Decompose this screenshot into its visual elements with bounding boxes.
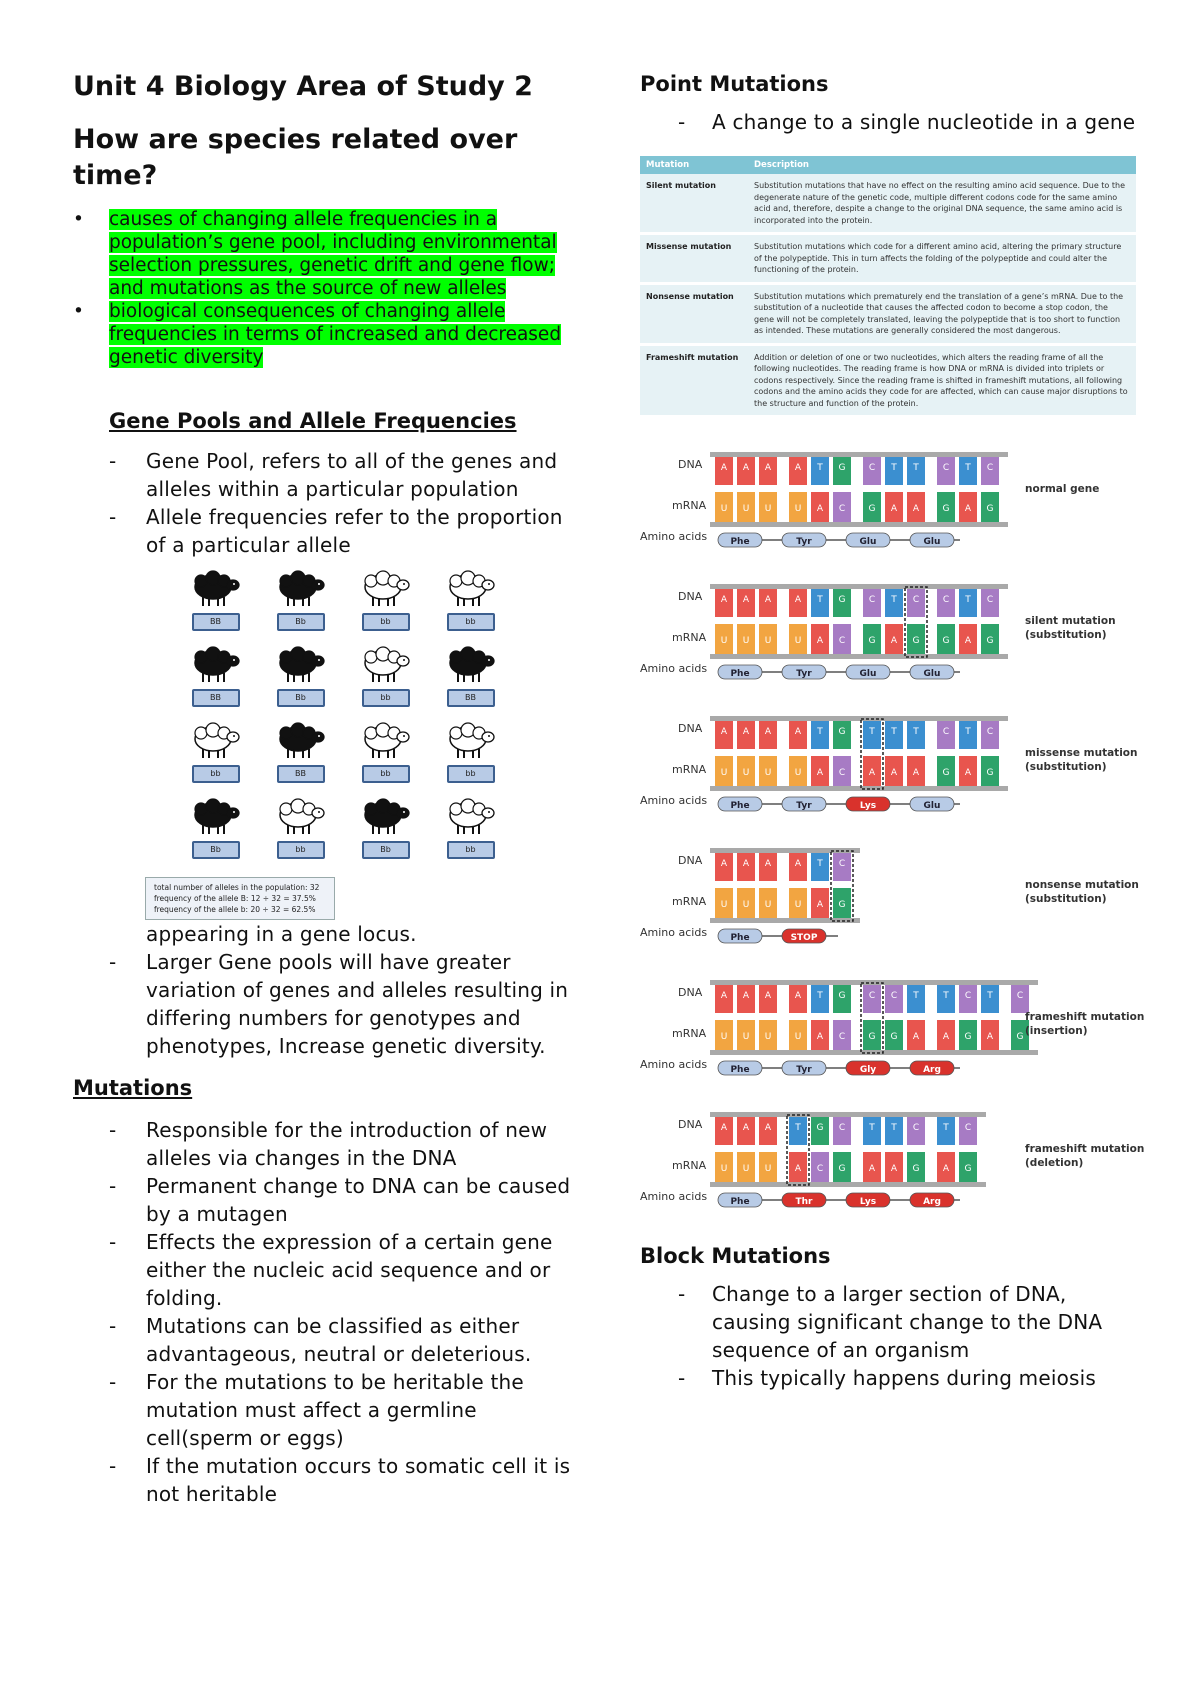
mrna-base-letter: G xyxy=(868,1032,876,1042)
black-sheep-icon xyxy=(189,569,243,609)
mrna-base-letter: A xyxy=(816,900,824,910)
mrna-base-letter: U xyxy=(794,504,802,514)
amino-acid-label: Tyr xyxy=(796,669,812,679)
mrna-base-letter: U xyxy=(720,1032,728,1042)
table-row: Missense mutation Substitution mutations which code for a different amino acid, altering the primary structure of the polypeptide. This in turn affects the folding of the polypeptide and could alter the functioning of the protein. xyxy=(640,234,1136,284)
sheep-item xyxy=(258,797,343,867)
dna-base-letter: A xyxy=(720,859,728,869)
mrna-base-letter: A xyxy=(942,1032,950,1042)
sheep-item xyxy=(173,645,258,715)
dna-base-letter: A xyxy=(742,595,750,605)
mrna-base-letter: A xyxy=(890,768,898,778)
black-sheep-icon xyxy=(274,569,328,609)
dna-base-letter: T xyxy=(891,727,897,737)
white-sheep-icon xyxy=(359,569,413,609)
genotype-tag: BB xyxy=(277,765,325,783)
sheep-item xyxy=(173,721,258,791)
right-column xyxy=(640,70,1145,1392)
mrna-label: mRNA xyxy=(672,1027,707,1040)
list-item: - Allele frequencies refer to the proportion of a particular allele xyxy=(109,505,563,557)
dna-label: DNA xyxy=(678,590,703,603)
dna-label: DNA xyxy=(678,722,703,735)
mrna-base-letter: U xyxy=(794,768,802,778)
dna-base-letter: G xyxy=(838,991,846,1001)
genotype-tag: bb xyxy=(447,765,495,783)
dna-base-letter: C xyxy=(838,1123,846,1133)
sheep-grid xyxy=(173,569,513,867)
mrna-base-letter: A xyxy=(816,1032,824,1042)
genotype-tag: BB xyxy=(447,689,495,707)
mrna-label: mRNA xyxy=(672,895,707,908)
dna-base-letter: A xyxy=(794,727,802,737)
strand-diagram xyxy=(710,1104,1010,1214)
backbone xyxy=(710,522,1008,527)
table-row: Silent mutation Substitution mutations that have no effect on the resulting amino acid sequence. Due to the degenerate nature of the genetic code, multiple different codons code for the same amino acid and, therefore, despite a change to the original DNA sequence, the same amino acid is incorporated into the protein. xyxy=(640,174,1136,234)
gene-pools-list xyxy=(73,447,573,559)
mrna-base-letter: G xyxy=(964,1032,972,1042)
dna-base-letter: G xyxy=(838,463,846,473)
block-mutations-heading: Block Mutations xyxy=(640,1244,831,1268)
diagram-description: frameshift mutation (deletion) xyxy=(1025,1143,1145,1169)
list-item: - Permanent change to DNA can be caused by a mutagen xyxy=(109,1174,571,1226)
mrna-base-letter: G xyxy=(986,768,994,778)
amino-acid-label: Tyr xyxy=(796,801,812,811)
white-sheep-icon xyxy=(444,797,498,837)
aa-label: Amino acids xyxy=(640,926,708,939)
dna-base-letter: C xyxy=(868,991,876,1001)
bullet-icon: • xyxy=(73,209,84,230)
mrna-label: mRNA xyxy=(672,1159,707,1172)
diagram-description: normal gene xyxy=(1025,483,1100,495)
white-sheep-icon xyxy=(359,645,413,685)
dna-base-letter: A xyxy=(742,463,750,473)
dna-base-letter: C xyxy=(964,991,972,1001)
sheep-item xyxy=(428,797,513,867)
mrna-base-letter: G xyxy=(1016,1032,1024,1042)
dna-base-letter: A xyxy=(794,595,802,605)
dna-base-letter: T xyxy=(817,727,823,737)
amino-acid-label: Phe xyxy=(730,801,750,811)
white-sheep-icon xyxy=(444,721,498,761)
mrna-label: mRNA xyxy=(672,499,707,512)
amino-acid-label: Arg xyxy=(923,1065,941,1075)
mrna-label: mRNA xyxy=(672,763,707,776)
amino-acid-label: Glu xyxy=(923,669,941,679)
dna-base-letter: A xyxy=(720,991,728,1001)
mrna-base-letter: C xyxy=(838,504,846,514)
mrna-base-letter: U xyxy=(764,504,772,514)
backbone xyxy=(710,1182,986,1187)
amino-acid-label: Phe xyxy=(730,669,750,679)
sheep-item xyxy=(173,797,258,867)
mrna-base-letter: U xyxy=(742,504,750,514)
list-item: - Change to a larger section of DNA, causing significant change to the DNA sequence of an organism xyxy=(678,1282,1103,1362)
sheep-item xyxy=(343,797,428,867)
dna-base-letter: T xyxy=(987,991,993,1001)
table-header: Description xyxy=(748,156,1136,174)
list-item: - Larger Gene pools will have greater variation of genes and alleles resulting in differing numbers for genotypes and phenotypes, Increase genetic diversity. xyxy=(109,950,569,1058)
mrna-base-letter: G xyxy=(942,636,950,646)
dna-label: DNA xyxy=(678,854,703,867)
mrna-base-letter: U xyxy=(720,768,728,778)
dna-base-letter: A xyxy=(720,727,728,737)
point-mutations-list xyxy=(640,108,1140,136)
amino-acid-label: Arg xyxy=(923,1197,941,1207)
dna-base-letter: T xyxy=(943,991,949,1001)
mrna-base-letter: A xyxy=(890,504,898,514)
amino-acid-label: Gly xyxy=(859,1065,877,1075)
allele-summary-box: total number of alleles in the population: 32 frequency of the allele B: 12 ÷ 32 = 37.5% frequency of the allele b: 20 ÷ 32 = 62.5% xyxy=(145,877,335,920)
amino-acid-label: Phe xyxy=(730,933,750,943)
mrna-base-letter: U xyxy=(794,900,802,910)
dna-base-letter: A xyxy=(764,859,772,869)
dna-base-letter: T xyxy=(913,463,919,473)
genotype-tag: BB xyxy=(192,689,240,707)
dna-base-letter: C xyxy=(942,727,950,737)
genotype-tag: Bb xyxy=(277,613,325,631)
mrna-base-letter: U xyxy=(720,1164,728,1174)
dna-base-letter: C xyxy=(912,595,920,605)
strand-diagram xyxy=(710,576,1010,686)
strand-diagram xyxy=(710,972,1024,1082)
white-sheep-icon xyxy=(274,797,328,837)
black-sheep-icon xyxy=(189,645,243,685)
mrna-base-letter: G xyxy=(912,1164,920,1174)
dna-base-letter: T xyxy=(965,727,971,737)
sheep-item xyxy=(258,645,343,715)
mrna-base-letter: A xyxy=(890,636,898,646)
black-sheep-icon xyxy=(359,797,413,837)
amino-acid-label: Phe xyxy=(730,537,750,547)
mrna-base-letter: U xyxy=(720,900,728,910)
backbone xyxy=(710,786,1008,791)
list-item: - A change to a single nucleotide in a gene xyxy=(678,110,1136,134)
mrna-base-letter: U xyxy=(764,1032,772,1042)
mrna-base-letter: A xyxy=(964,504,972,514)
strand-diagram xyxy=(710,708,1010,818)
mrna-base-letter: A xyxy=(816,636,824,646)
backbone xyxy=(710,654,1008,659)
amino-acid-label: Glu xyxy=(923,801,941,811)
mrna-base-letter: U xyxy=(742,1164,750,1174)
black-sheep-icon xyxy=(274,645,328,685)
genotype-tag: bb xyxy=(192,765,240,783)
white-sheep-icon xyxy=(189,721,243,761)
list-item: - Effects the expression of a certain gene either the nucleic acid sequence and or folding. xyxy=(109,1230,553,1310)
dna-base-letter: A xyxy=(742,727,750,737)
dna-base-letter: T xyxy=(817,859,823,869)
dna-base-letter: T xyxy=(891,1123,897,1133)
mrna-base-letter: A xyxy=(912,504,920,514)
dna-base-letter: C xyxy=(1016,991,1024,1001)
section-question: How are species related over time? xyxy=(73,124,518,191)
dna-label: DNA xyxy=(678,458,703,471)
mutation-diagram xyxy=(640,708,1140,840)
mutation-diagram xyxy=(640,444,1140,576)
sheep-figure xyxy=(173,569,513,867)
sheep-item xyxy=(173,569,258,639)
dna-base-letter: T xyxy=(913,727,919,737)
dna-base-letter: C xyxy=(964,1123,972,1133)
mrna-base-letter: U xyxy=(742,768,750,778)
table-header: Mutation xyxy=(640,156,748,174)
mutations-list xyxy=(73,1116,573,1508)
mrna-base-letter: G xyxy=(942,768,950,778)
mrna-base-letter: U xyxy=(794,636,802,646)
table-row: Nonsense mutation Substitution mutations which prematurely end the translation of a gene’s mRNA. Due to the substitution of a nucleotide that causes the affected codon to become a stop codon, the gene will not be completely translated, leaving the polypeptide that is too short to function as intended. These mutations are generally considered the most dangerous. xyxy=(640,283,1136,344)
mrna-base-letter: A xyxy=(816,768,824,778)
list-item: - For the mutations to be heritable the mutation must affect a germline cell(sperm or eggs) xyxy=(109,1370,524,1450)
black-sheep-icon xyxy=(189,797,243,837)
mrna-base-letter: A xyxy=(964,636,972,646)
mrna-base-letter: G xyxy=(942,504,950,514)
dna-label: DNA xyxy=(678,1118,703,1131)
list-item: - Gene Pool, refers to all of the genes and alleles within a particular population xyxy=(109,449,558,501)
dna-base-letter: T xyxy=(795,1123,801,1133)
dna-base-letter: A xyxy=(764,727,772,737)
dna-base-letter: T xyxy=(913,991,919,1001)
objective-item: • biological consequences of changing allele frequencies in terms of increased and decreased genetic diversity xyxy=(73,301,562,368)
black-sheep-icon xyxy=(444,645,498,685)
backbone xyxy=(710,1112,986,1117)
mrna-base-letter: G xyxy=(986,504,994,514)
mrna-base-letter: G xyxy=(838,900,846,910)
mrna-base-letter: G xyxy=(964,1164,972,1174)
mrna-base-letter: G xyxy=(986,636,994,646)
objectives-list xyxy=(73,208,573,369)
amino-acid-label: Glu xyxy=(859,537,877,547)
amino-acid-label: STOP xyxy=(790,933,818,943)
dna-base-letter: A xyxy=(720,595,728,605)
table-row: Frameshift mutation Addition or deletion of one or two nucleotides, which alters the reading frame of all the following nucleotides. The reading frame is how DNA or mRNA is divided into triplets or codons respectively. Since the reading frame is shifted in frameshift mutations, all following codons and the amino acids they code for are affected, which can cause major disruptions to the structure and function of the protein. xyxy=(640,344,1136,417)
list-item: - This typically happens during meiosis xyxy=(678,1366,1097,1390)
mrna-base-letter: C xyxy=(838,768,846,778)
mrna-base-letter: G xyxy=(838,1164,846,1174)
dna-base-letter: C xyxy=(868,463,876,473)
sheep-item xyxy=(258,569,343,639)
amino-acid-label: Tyr xyxy=(796,1065,812,1075)
genotype-tag: Bb xyxy=(362,841,410,859)
genotype-tag: Bb xyxy=(277,689,325,707)
mutation-diagram xyxy=(640,1104,1145,1236)
list-item: - Mutations can be classified as either advantageous, neutral or deleterious. xyxy=(109,1314,532,1366)
white-sheep-icon xyxy=(359,721,413,761)
backbone xyxy=(710,584,1008,589)
amino-acid-label: Glu xyxy=(923,537,941,547)
dna-base-letter: A xyxy=(764,1123,772,1133)
dna-label: DNA xyxy=(678,986,703,999)
dna-base-letter: A xyxy=(794,463,802,473)
aa-label: Amino acids xyxy=(640,662,708,675)
block-mutations-list xyxy=(640,1280,1140,1392)
sheep-item xyxy=(428,721,513,791)
dna-base-letter: T xyxy=(943,1123,949,1133)
genotype-tag: bb xyxy=(447,841,495,859)
left-column xyxy=(73,70,573,1508)
dna-base-letter: A xyxy=(794,991,802,1001)
amino-acid-label: Lys xyxy=(859,1197,877,1207)
mutation-diagrams xyxy=(640,444,1145,1236)
dna-base-letter: G xyxy=(838,727,846,737)
table-header-row xyxy=(640,156,1136,174)
gene-pools-list-continued xyxy=(73,920,573,1060)
dna-base-letter: T xyxy=(817,463,823,473)
mutation-diagram xyxy=(640,840,1140,972)
amino-acid-label: Lys xyxy=(859,801,877,811)
dna-base-letter: A xyxy=(764,991,772,1001)
dna-base-letter: A xyxy=(794,859,802,869)
mutations-heading: Mutations xyxy=(73,1076,193,1100)
mrna-base-letter: U xyxy=(794,1032,802,1042)
dna-base-letter: G xyxy=(838,595,846,605)
mrna-base-letter: U xyxy=(720,636,728,646)
list-item: - If the mutation occurs to somatic cell it is not heritable xyxy=(109,1454,571,1506)
mrna-base-letter: U xyxy=(764,1164,772,1174)
mrna-base-letter: G xyxy=(868,504,876,514)
aa-label: Amino acids xyxy=(640,1190,708,1203)
dna-base-letter: T xyxy=(817,595,823,605)
sheep-item xyxy=(343,721,428,791)
dna-base-letter: C xyxy=(986,595,994,605)
black-sheep-icon xyxy=(274,721,328,761)
dna-base-letter: C xyxy=(912,1123,920,1133)
aa-label: Amino acids xyxy=(640,530,708,543)
mrna-base-letter: A xyxy=(964,768,972,778)
mrna-base-letter: U xyxy=(742,900,750,910)
amino-acid-label: Thr xyxy=(795,1197,813,1207)
dna-base-letter: G xyxy=(816,1123,824,1133)
mrna-base-letter: U xyxy=(764,636,772,646)
dna-base-letter: C xyxy=(942,595,950,605)
list-item: - Responsible for the introduction of new alleles via changes in the DNA xyxy=(109,1118,548,1170)
page-title: Unit 4 Biology Area of Study 2 xyxy=(73,71,533,102)
dna-base-letter: T xyxy=(869,1123,875,1133)
aa-label: Amino acids xyxy=(640,1058,708,1071)
dna-base-letter: A xyxy=(742,859,750,869)
dna-base-letter: T xyxy=(817,991,823,1001)
dna-base-letter: T xyxy=(869,727,875,737)
mutation-diagram xyxy=(640,576,1140,708)
mrna-base-letter: U xyxy=(720,504,728,514)
diagram-description: silent mutation (substitution) xyxy=(1025,615,1116,641)
dna-base-letter: T xyxy=(891,595,897,605)
diagram-description: missense mutation (substitution) xyxy=(1025,747,1138,773)
sheep-item xyxy=(258,721,343,791)
list-item-continuation: appearing in a gene locus. xyxy=(146,922,417,946)
dna-base-letter: T xyxy=(965,595,971,605)
bullet-icon: • xyxy=(73,301,84,322)
aa-label: Amino acids xyxy=(640,794,708,807)
dna-base-letter: T xyxy=(965,463,971,473)
mrna-base-letter: A xyxy=(816,504,824,514)
mrna-base-letter: C xyxy=(816,1164,824,1174)
gene-pools-heading: Gene Pools and Allele Frequencies xyxy=(109,409,517,433)
dna-base-letter: A xyxy=(764,463,772,473)
strand-diagram xyxy=(710,444,1010,554)
amino-acid-label: Phe xyxy=(730,1065,750,1075)
mrna-base-letter: G xyxy=(890,1032,898,1042)
genotype-tag: bb xyxy=(362,765,410,783)
sheep-item xyxy=(343,569,428,639)
white-sheep-icon xyxy=(444,569,498,609)
genotype-tag: Bb xyxy=(192,841,240,859)
mrna-base-letter: U xyxy=(742,1032,750,1042)
mutation-diagram xyxy=(640,972,1145,1104)
diagram-description: frameshift mutation (insertion) xyxy=(1025,1011,1145,1037)
genotype-tag: bb xyxy=(447,613,495,631)
amino-acid-label: Glu xyxy=(859,669,877,679)
mrna-base-letter: A xyxy=(912,1032,920,1042)
dna-base-letter: C xyxy=(890,991,898,1001)
mrna-base-letter: A xyxy=(794,1164,802,1174)
dna-base-letter: T xyxy=(891,463,897,473)
genotype-tag: BB xyxy=(192,613,240,631)
dna-base-letter: C xyxy=(838,859,846,869)
dna-base-letter: C xyxy=(942,463,950,473)
dna-base-letter: A xyxy=(720,1123,728,1133)
point-mutations-heading: Point Mutations xyxy=(640,72,829,96)
mrna-base-letter: A xyxy=(986,1032,994,1042)
amino-acid-label: Phe xyxy=(730,1197,750,1207)
genotype-tag: bb xyxy=(362,613,410,631)
dna-base-letter: A xyxy=(742,991,750,1001)
mrna-base-letter: U xyxy=(764,900,772,910)
dna-base-letter: A xyxy=(720,463,728,473)
genotype-tag: bb xyxy=(277,841,325,859)
amino-acid-label: Tyr xyxy=(796,537,812,547)
strand-diagram xyxy=(710,840,1010,950)
mrna-base-letter: G xyxy=(912,636,920,646)
mutation-types-table xyxy=(640,156,1136,418)
mrna-base-letter: C xyxy=(838,636,846,646)
mrna-base-letter: A xyxy=(868,768,876,778)
backbone xyxy=(710,452,1008,457)
mrna-label: mRNA xyxy=(672,631,707,644)
dna-base-letter: C xyxy=(868,595,876,605)
sheep-item xyxy=(428,569,513,639)
dna-base-letter: C xyxy=(986,727,994,737)
dna-base-letter: A xyxy=(742,1123,750,1133)
mrna-base-letter: A xyxy=(890,1164,898,1174)
backbone xyxy=(710,716,1008,721)
mrna-base-letter: A xyxy=(868,1164,876,1174)
sheep-item xyxy=(343,645,428,715)
mrna-base-letter: U xyxy=(742,636,750,646)
mrna-base-letter: U xyxy=(764,768,772,778)
mrna-base-letter: G xyxy=(868,636,876,646)
dna-base-letter: A xyxy=(764,595,772,605)
mrna-base-letter: A xyxy=(942,1164,950,1174)
dna-base-letter: C xyxy=(986,463,994,473)
mrna-base-letter: A xyxy=(912,768,920,778)
sheep-item xyxy=(428,645,513,715)
diagram-description: nonsense mutation (substitution) xyxy=(1025,879,1139,905)
mrna-base-letter: C xyxy=(838,1032,846,1042)
genotype-tag: bb xyxy=(362,689,410,707)
objective-item: • causes of changing allele frequencies in a population’s gene pool, including environmental selection pressures, genetic drift and gene flow; and mutations as the source of new alleles xyxy=(73,209,557,299)
